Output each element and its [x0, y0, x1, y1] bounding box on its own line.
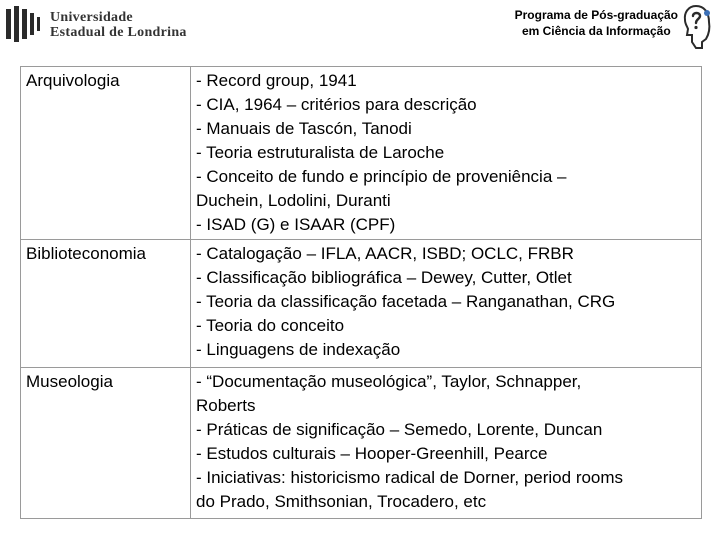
list-item: - Conceito de fundo e princípio de proveniência –	[196, 167, 567, 186]
list-item: - CIA, 1964 – critérios para descrição	[196, 95, 477, 114]
area-cell	[21, 67, 191, 240]
area-cell	[21, 368, 191, 519]
table-row	[21, 67, 702, 240]
profile-question-icon	[682, 2, 714, 52]
list-item: - Manuais de Tascón, Tanodi	[196, 119, 412, 138]
items-cell	[191, 240, 702, 368]
list-item: Duchein, Lodolini, Duranti	[196, 191, 391, 210]
items-cell	[191, 368, 702, 519]
list-item: - Teoria do conceito	[196, 316, 345, 335]
list-item: - Teoria estruturalista de Laroche	[196, 143, 445, 162]
uel-logo-icon	[4, 6, 44, 42]
area-label: Biblioteconomia	[26, 244, 147, 263]
list-item: - Classificação bibliográfica – Dewey, Cutter, Otlet	[196, 268, 572, 287]
list-item: - Linguagens de indexação	[196, 340, 401, 359]
area-cell	[21, 240, 191, 368]
area-label: Arquivologia	[26, 71, 120, 90]
list-item: - Iniciativas: historicismo radical de Dorner, period rooms	[196, 468, 624, 487]
list-item: - Estudos culturais – Hooper-Greenhill, Pearce	[196, 444, 548, 463]
list-item: - ISAD (G) e ISAAR (CPF)	[196, 215, 396, 234]
table-row	[21, 240, 702, 368]
page-header	[0, 0, 720, 62]
list-item: - Teoria da classificação facetada – Ranganathan, CRG	[196, 292, 616, 311]
list-item: - “Documentação museológica”, Taylor, Schnapper,	[196, 372, 582, 391]
content-table	[20, 66, 702, 519]
program-title-line2: em Ciência da Informação	[521, 24, 671, 38]
university-logo	[4, 6, 187, 42]
list-item: do Prado, Smithsonian, Trocadero, etc	[196, 492, 487, 511]
university-name-line2: Estadual de Londrina	[50, 25, 187, 40]
list-item: Roberts	[196, 396, 256, 415]
program-title	[515, 7, 678, 39]
list-item: - Práticas de significação – Semedo, Lorente, Duncan	[196, 420, 603, 439]
program-title-line1: Programa de Pós-graduação	[514, 8, 678, 22]
university-name-line1: Universidade	[50, 10, 133, 25]
list-item: - Record group, 1941	[196, 71, 357, 90]
list-item: - Catalogação – IFLA, AACR, ISBD; OCLC, FRBR	[196, 244, 574, 263]
items-cell	[191, 67, 702, 240]
area-label: Museologia	[26, 372, 113, 391]
table-row	[21, 368, 702, 519]
